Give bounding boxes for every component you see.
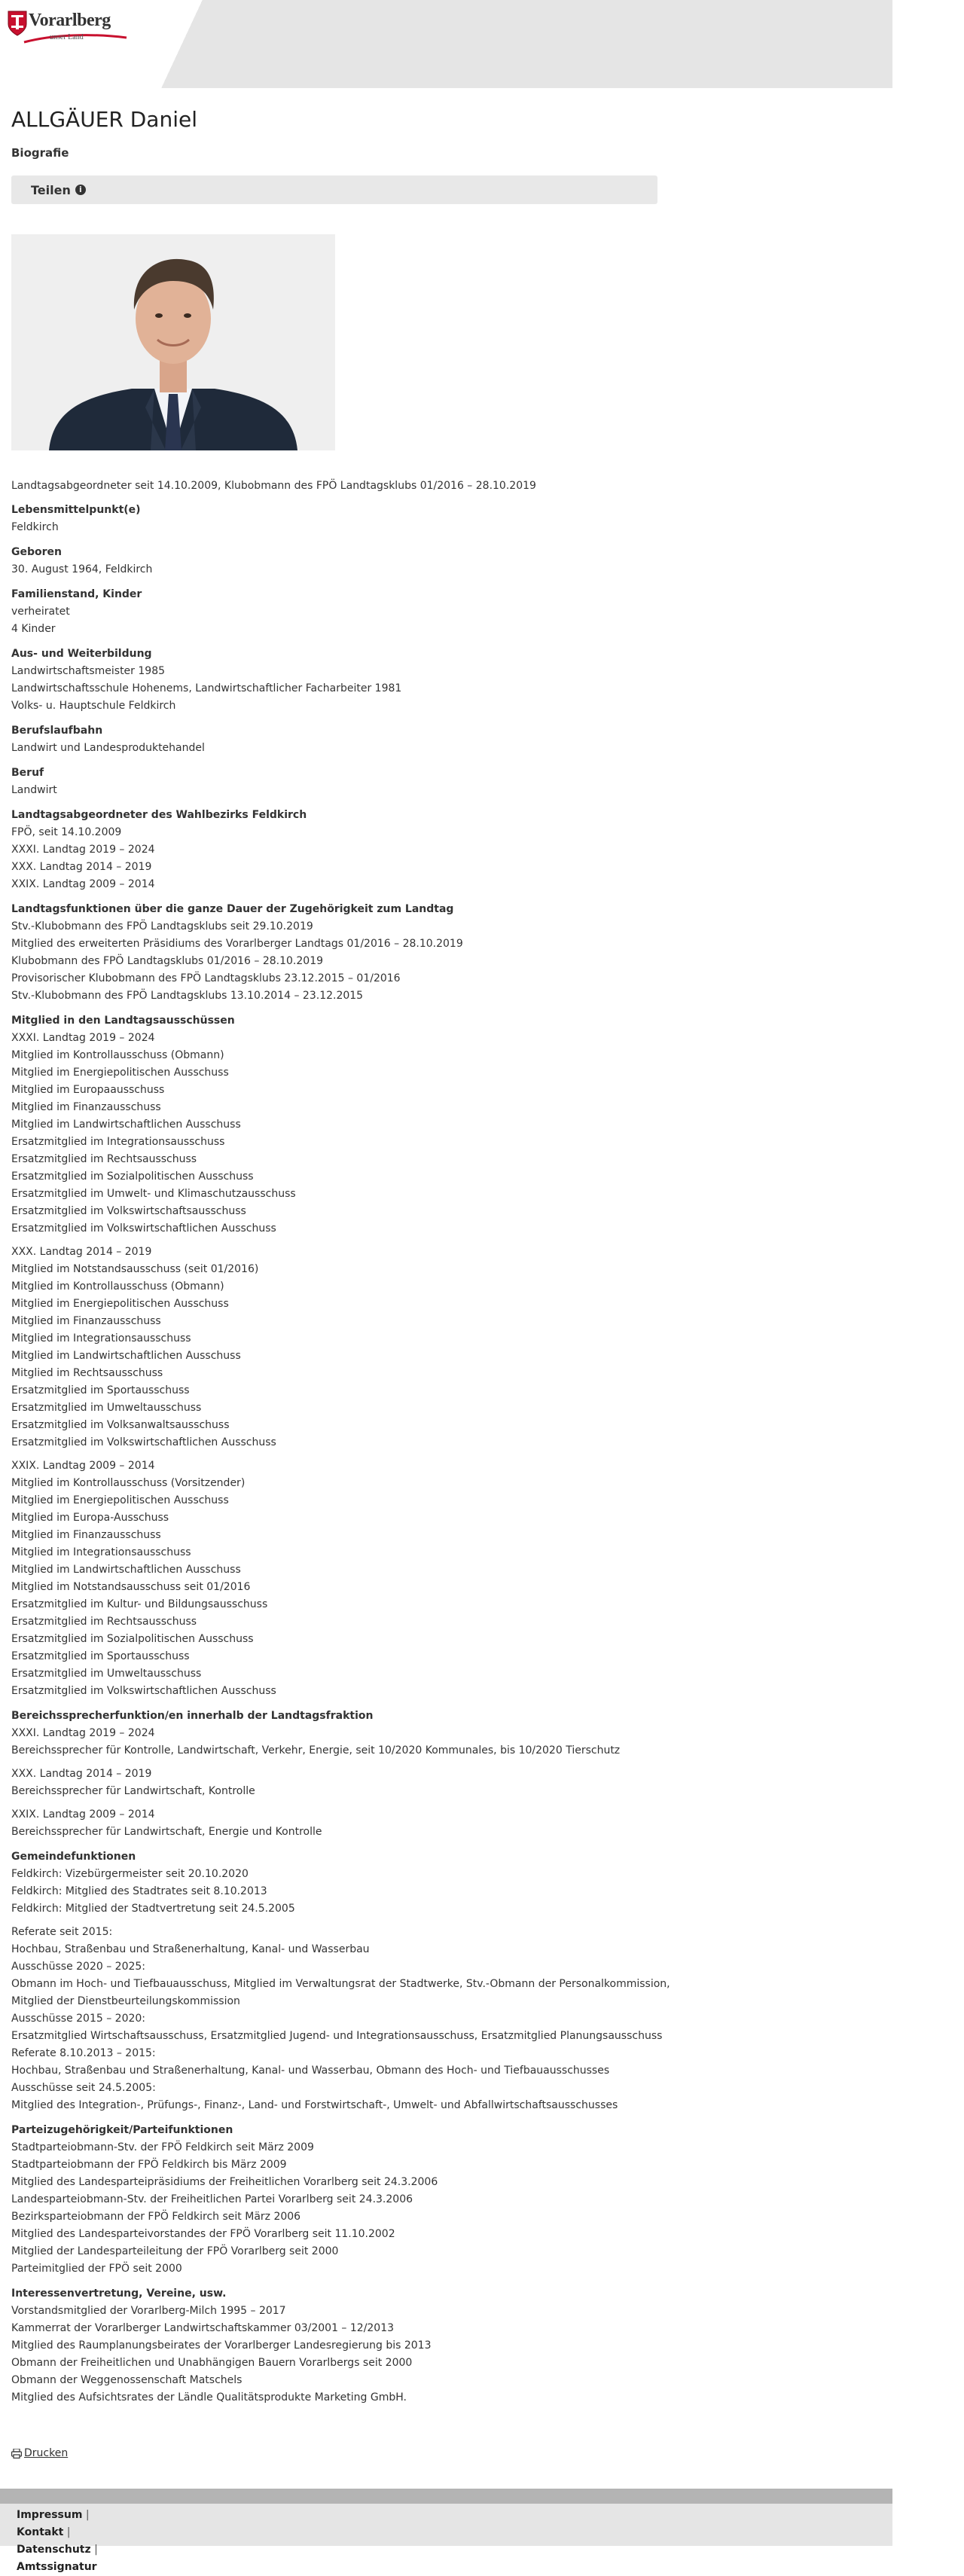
section-line: Ausschüsse 2020 – 2025: xyxy=(11,1961,146,1973)
section-line: Mitglied im Landwirtschaftlichen Ausschuss xyxy=(11,1350,241,1362)
section-line: Stv.-Klubobmann des FPÖ Landtagsklubs seit 29.10.2019 xyxy=(11,920,313,932)
bio-section xyxy=(11,2122,674,2278)
section-label: Berufslaufbahn xyxy=(11,725,103,737)
section-label: Interessenvertretung, Vereine, usw. xyxy=(11,2288,227,2300)
section-line: Mitglied des Aufsichtsrates der Ländle Qualitätsprodukte Marketing GmbH. xyxy=(11,2391,407,2404)
section-line: Mitglied im Europa-Ausschuss xyxy=(11,1512,169,1524)
section-line: Feldkirch xyxy=(11,521,59,533)
bio-section xyxy=(11,722,674,757)
section-group xyxy=(11,740,674,757)
biography-sections xyxy=(11,502,674,2407)
section-line: Mitglied im Integrationsausschuss xyxy=(11,1332,191,1344)
section-line: Feldkirch: Mitglied der Stadtvertretung seit 24.5.2005 xyxy=(11,1903,295,1915)
footer-separator: | xyxy=(82,2509,90,2521)
section-group xyxy=(11,1457,674,1700)
section-line: Mitglied im Integrationsausschuss xyxy=(11,1546,191,1558)
section-line: Referate seit 2015: xyxy=(11,1926,113,1938)
section-group xyxy=(11,2139,674,2278)
share-button[interactable] xyxy=(11,175,657,204)
section-line: Mitglied im Finanzausschuss xyxy=(11,1101,161,1113)
section-line: Vorstandsmitglied der Vorarlberg-Milch 1995 – 2017 xyxy=(11,2305,286,2317)
portrait-photo xyxy=(11,234,335,450)
section-line: Landwirt und Landesproduktehandel xyxy=(11,742,205,754)
site-footer xyxy=(0,2504,892,2576)
section-line: Mitglied im Rechtsausschuss xyxy=(11,1367,163,1379)
section-label: Gemeindefunktionen xyxy=(11,1851,136,1863)
section-line: Landwirtschaftsmeister 1985 xyxy=(11,665,166,677)
site-logo[interactable] xyxy=(6,6,127,50)
footer-links xyxy=(17,2507,98,2576)
footer-link-label: Impressum xyxy=(17,2509,83,2521)
footer-link-label: Amtssignatur xyxy=(17,2561,97,2573)
footer-divider xyxy=(0,2489,892,2504)
bio-section xyxy=(11,586,674,638)
section-line: Hochbau, Straßenbau und Straßenerhaltung, Kanal- und Wasserbau xyxy=(11,1943,370,1955)
section-line: Mitglied des erweiterten Präsidiums des Vorarlberger Landtags 01/2016 – 28.10.2019 xyxy=(11,938,463,950)
section-line: Mitglied des Landesparteipräsidiums der Freiheitlichen Vorarlberg seit 24.3.2006 xyxy=(11,2176,438,2188)
bio-section xyxy=(11,901,674,1005)
section-line: Referate 8.10.2013 – 2015: xyxy=(11,2047,156,2059)
logo-tagline: unser Land xyxy=(50,33,84,41)
section-line: Ersatzmitglied im Volkswirtschaftlichen Ausschuss xyxy=(11,1222,276,1235)
section-label: Geboren xyxy=(11,546,62,558)
section-line: Ausschüsse 2015 – 2020: xyxy=(11,2013,146,2025)
section-line: Mitglied im Kontrollausschuss (Vorsitzender) xyxy=(11,1477,246,1489)
section-line: Ersatzmitglied im Volkswirtschaftlichen Ausschuss xyxy=(11,1436,276,1448)
section-line: Ersatzmitglied im Sportausschuss xyxy=(11,1384,190,1396)
section-group xyxy=(11,2303,674,2407)
section-line: XXIX. Landtag 2009 – 2014 xyxy=(11,1808,155,1821)
portrait-image xyxy=(11,234,335,450)
section-line: Landwirtschaftsschule Hohenems, Landwirtschaftlicher Facharbeiter 1981 xyxy=(11,682,402,694)
section-group xyxy=(11,782,674,799)
section-line: FPÖ, seit 14.10.2009 xyxy=(11,826,122,838)
bio-section xyxy=(11,1012,674,1700)
section-line: XXXI. Landtag 2019 – 2024 xyxy=(11,844,155,856)
section-line: Mitglied im Europaausschuss xyxy=(11,1084,165,1096)
section-group xyxy=(11,1806,674,1841)
section-group xyxy=(11,519,674,536)
section-line: Ersatzmitglied im Sozialpolitischen Ausschuss xyxy=(11,1633,254,1645)
section-line: Bereichssprecher für Landwirtschaft, Kontrolle xyxy=(11,1785,255,1797)
bio-section xyxy=(11,646,674,715)
section-line: verheiratet xyxy=(11,606,70,618)
bio-section xyxy=(11,544,674,578)
section-line: Ersatzmitglied im Rechtsausschuss xyxy=(11,1153,197,1165)
footer-background xyxy=(0,2504,892,2546)
section-line: Hochbau, Straßenbau und Straßenerhaltung, Kanal- und Wasserbau, Obmann des Hoch- und Tiefbauausschusses xyxy=(11,2065,610,2077)
print-label: Drucken xyxy=(24,2447,69,2459)
footer-link-label: Datenschutz xyxy=(17,2544,91,2556)
page-subtitle: Biografie xyxy=(11,146,69,160)
section-line: Mitglied im Landwirtschaftlichen Ausschuss xyxy=(11,1119,241,1131)
section-line: Mitglied der Dienstbeurteilungskommission xyxy=(11,1995,240,2007)
section-group xyxy=(11,1766,674,1800)
section-line: Ausschüsse seit 24.5.2005: xyxy=(11,2082,156,2094)
section-line: XXXI. Landtag 2019 – 2024 xyxy=(11,1727,155,1739)
section-label: Landtagsabgeordneter des Wahlbezirks Feldkirch xyxy=(11,809,307,821)
section-line: Bezirksparteiobmann der FPÖ Feldkirch seit März 2006 xyxy=(11,2211,301,2223)
bio-section xyxy=(11,765,674,799)
section-line: Ersatzmitglied im Volkswirtschaftlichen Ausschuss xyxy=(11,1685,276,1697)
section-line: Mitglied des Landesparteivorstandes der FPÖ Vorarlberg seit 11.10.2002 xyxy=(11,2228,395,2240)
section-line: Volks- u. Hauptschule Feldkirch xyxy=(11,700,176,712)
section-group xyxy=(11,1244,674,1451)
section-line: XXX. Landtag 2014 – 2019 xyxy=(11,1768,152,1780)
footer-link-datenschutz[interactable] xyxy=(17,2541,98,2559)
section-line: XXXI. Landtag 2019 – 2024 xyxy=(11,1032,155,1044)
section-line: Provisorischer Klubobmann des FPÖ Landtagsklubs 23.12.2015 – 01/2016 xyxy=(11,972,401,984)
section-label: Beruf xyxy=(11,767,44,779)
section-line: Klubobmann des FPÖ Landtagsklubs 01/2016 – 28.10.2019 xyxy=(11,955,324,967)
section-group xyxy=(11,603,674,638)
section-line: XXX. Landtag 2014 – 2019 xyxy=(11,1246,152,1258)
section-line: Obmann der Freiheitlichen und Unabhängigen Bauern Vorarlbergs seit 2000 xyxy=(11,2357,413,2369)
bio-section xyxy=(11,2285,674,2407)
section-group xyxy=(11,1725,674,1760)
section-line: Mitglied im Energiepolitischen Ausschuss xyxy=(11,1298,229,1310)
section-line: XXIX. Landtag 2009 – 2014 xyxy=(11,1460,155,1472)
site-header xyxy=(0,0,892,88)
section-line: Ersatzmitglied im Umweltausschuss xyxy=(11,1668,202,1680)
section-line: Stadtparteiobmann der FPÖ Feldkirch bis März 2009 xyxy=(11,2159,287,2171)
section-line: Mitglied im Landwirtschaftlichen Ausschuss xyxy=(11,1564,241,1576)
section-line: Landwirt xyxy=(11,784,57,796)
section-line: Ersatzmitglied Wirtschaftsausschuss, Ersatzmitglied Jugend- und Integrationsausschuss, Ersatzmitglied Planungsausschuss xyxy=(11,2030,663,2042)
share-label: Teilen xyxy=(31,182,71,197)
section-group xyxy=(11,663,674,715)
section-line: Ersatzmitglied im Sportausschuss xyxy=(11,1650,190,1662)
section-line: Ersatzmitglied im Kultur- und Bildungsausschuss xyxy=(11,1598,268,1610)
section-line: Mitglied der Landesparteileitung der FPÖ Vorarlberg seit 2000 xyxy=(11,2245,339,2257)
section-line: Landesparteiobmann-Stv. der Freiheitlichen Partei Vorarlberg seit 24.3.2006 xyxy=(11,2193,413,2205)
section-label: Landtagsfunktionen über die ganze Dauer der Zugehörigkeit zum Landtag xyxy=(11,903,454,915)
logo-wordmark: Vorarlberg xyxy=(29,11,111,30)
section-label: Parteizugehörigkeit/Parteifunktionen xyxy=(11,2124,233,2136)
intro-text: Landtagsabgeordneter seit 14.10.2009, Klubobmann des FPÖ Landtagsklubs 01/2016 – 28.10.2019 xyxy=(11,480,536,492)
section-group xyxy=(11,824,674,893)
section-line: 4 Kinder xyxy=(11,623,56,635)
section-label: Familienstand, Kinder xyxy=(11,588,142,600)
section-line: XXX. Landtag 2014 – 2019 xyxy=(11,861,152,873)
section-group xyxy=(11,1030,674,1238)
section-label: Bereichssprecherfunktion/en innerhalb der Landtagsfraktion xyxy=(11,1710,374,1722)
section-line: Feldkirch: Mitglied des Stadtrates seit 8.10.2013 xyxy=(11,1885,267,1897)
bio-section xyxy=(11,502,674,536)
section-line: Mitglied im Notstandsausschuss seit 01/2016 xyxy=(11,1581,251,1593)
section-line: Mitglied im Energiepolitischen Ausschuss xyxy=(11,1067,229,1079)
footer-link-kontakt[interactable] xyxy=(17,2524,98,2541)
section-group xyxy=(11,561,674,578)
section-line: Mitglied im Finanzausschuss xyxy=(11,1529,161,1541)
section-group xyxy=(11,1924,674,2114)
section-line: Ersatzmitglied im Integrationsausschuss xyxy=(11,1136,225,1148)
section-line: Bereichssprecher für Kontrolle, Landwirtschaft, Verkehr, Energie, seit 10/2020 Kommunales, bis 10/2020 Tierschutz xyxy=(11,1744,621,1757)
section-group xyxy=(11,918,674,1005)
bio-section xyxy=(11,1708,674,1841)
bio-section xyxy=(11,807,674,893)
section-line: Mitglied im Kontrollausschuss (Obmann) xyxy=(11,1280,224,1293)
info-icon: i xyxy=(75,185,86,195)
section-label: Aus- und Weiterbildung xyxy=(11,648,152,660)
section-line: Mitglied im Notstandsausschuss (seit 01/2016) xyxy=(11,1263,259,1275)
main-content xyxy=(11,105,674,2462)
section-line: Stv.-Klubobmann des FPÖ Landtagsklubs 13.10.2014 – 23.12.2015 xyxy=(11,990,364,1002)
section-line: Obmann der Weggenossenschaft Matschels xyxy=(11,2374,243,2386)
section-line: Obmann im Hoch- und Tiefbauausschuss, Mitglied im Verwaltungsrat der Stadtwerke, Stv.-Obmann der Personalkommission, xyxy=(11,1978,670,1990)
section-line: Ersatzmitglied im Volksanwaltsausschuss xyxy=(11,1419,230,1431)
section-line: Mitglied im Energiepolitischen Ausschuss xyxy=(11,1494,229,1506)
section-line: Feldkirch: Vizebürgermeister seit 20.10.2020 xyxy=(11,1868,249,1880)
section-line: Ersatzmitglied im Umweltausschuss xyxy=(11,1402,202,1414)
section-line: Mitglied im Finanzausschuss xyxy=(11,1315,161,1327)
section-line: Kammerrat der Vorarlberger Landwirtschaftskammer 03/2001 – 12/2013 xyxy=(11,2322,395,2334)
section-line: Ersatzmitglied im Rechtsausschuss xyxy=(11,1616,197,1628)
section-label: Lebensmittelpunkt(e) xyxy=(11,504,141,516)
footer-separator: | xyxy=(63,2526,71,2538)
footer-separator: | xyxy=(90,2544,98,2556)
footer-link-impressum[interactable] xyxy=(17,2507,98,2524)
section-line: Ersatzmitglied im Volkswirtschaftsausschuss xyxy=(11,1205,246,1217)
section-line: Stadtparteiobmann-Stv. der FPÖ Feldkirch seit März 2009 xyxy=(11,2141,314,2153)
bio-section xyxy=(11,1848,674,2114)
printer-icon xyxy=(11,2449,22,2458)
section-line: 30. August 1964, Feldkirch xyxy=(11,563,153,575)
footer-link-label: Kontakt xyxy=(17,2526,64,2538)
section-line: XXIX. Landtag 2009 – 2014 xyxy=(11,878,155,890)
page-title: ALLGÄUER Daniel xyxy=(11,107,197,132)
section-group xyxy=(11,1866,674,1918)
section-line: Ersatzmitglied im Umwelt- und Klimaschutzausschuss xyxy=(11,1188,296,1200)
section-line: Mitglied im Kontrollausschuss (Obmann) xyxy=(11,1049,224,1061)
footer-link-amtssignatur[interactable] xyxy=(17,2559,98,2576)
section-line: Parteimitglied der FPÖ seit 2000 xyxy=(11,2263,182,2275)
section-line: Ersatzmitglied im Sozialpolitischen Ausschuss xyxy=(11,1170,254,1183)
section-line: Mitglied des Raumplanungsbeirates der Vorarlberger Landesregierung bis 2013 xyxy=(11,2339,432,2352)
section-line: Mitglied des Integration-, Prüfungs-, Finanz-, Land- und Forstwirtschaft-, Umwelt- und Abfallwirtschaftsausschusses xyxy=(11,2099,618,2111)
print-link[interactable] xyxy=(11,2447,68,2459)
section-line: Bereichssprecher für Landwirtschaft, Energie und Kontrolle xyxy=(11,1826,322,1838)
section-label: Mitglied in den Landtagsausschüssen xyxy=(11,1015,235,1027)
